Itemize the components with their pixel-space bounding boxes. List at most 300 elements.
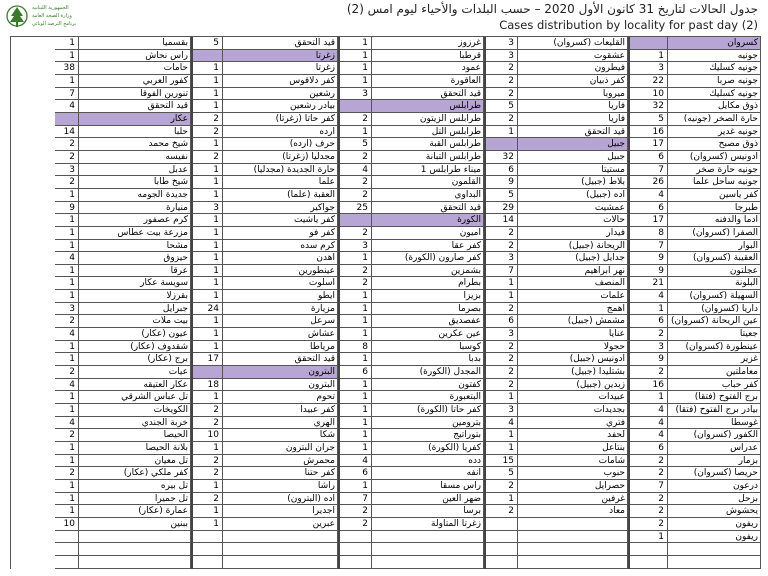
case-count-cell: 2 [630,328,668,341]
case-count-cell: 7 [340,493,372,506]
case-count-cell: 3 [193,202,223,215]
case-count-cell: 1 [486,277,518,290]
case-count-cell: 1 [340,480,372,493]
cedar-emblem-icon [6,3,28,31]
case-count-cell: 10 [55,518,79,531]
locality-cell: زبدين (جبيل) [518,379,628,392]
table-column-group [340,37,486,569]
locality-cell: كفر صارون (الكورة) [372,252,484,265]
case-count-cell: 15 [486,455,518,468]
case-count-cell: 1 [193,88,223,101]
case-count-cell: 8 [340,341,372,354]
locality-cell: حلبا [79,126,191,139]
locality-cell: بيادر برج الفتوح (فتقا) [668,404,761,417]
locality-cell [79,556,191,569]
case-count-cell: 4 [55,100,79,113]
case-count-cell: 2 [486,379,518,392]
case-count-cell: 1 [486,493,518,506]
locality-cell: عنايا [518,328,628,341]
locality-cell: ضهر العين [372,493,484,506]
case-count-cell [193,531,223,544]
locality-cell: شكا [223,429,338,442]
case-count-cell: 1 [340,328,372,341]
locality-cell: نهر ابراهيم [518,265,628,278]
locality-cell: بزيزا [372,290,484,303]
region-header-cell: عكار [79,113,191,126]
case-count-cell: 6 [486,315,518,328]
case-count-cell: 7 [55,88,79,101]
locality-cell: اميون [372,227,484,240]
locality-cell: عكار العتيقه [79,379,191,392]
case-count-cell: 14 [55,126,79,139]
locality-cell: حالات [518,214,628,227]
case-count-cell: 4 [340,455,372,468]
case-count-cell [340,100,372,113]
case-count-cell: 1 [340,417,372,430]
case-count-cell: 1 [486,391,518,404]
case-count-cell: 1 [55,455,79,468]
case-count-cell: 16 [630,126,668,139]
locality-cell: بدبا [372,353,484,366]
case-count-cell: 26 [630,176,668,189]
locality-cell: كفر حاتا (زغرتا) [223,113,338,126]
locality-cell: عيات [79,366,191,379]
locality-cell [372,531,484,544]
case-count-cell: 1 [193,391,223,404]
locality-cell: مشحا [79,240,191,253]
case-count-cell: 2 [486,505,518,518]
locality-cell: غرفين [518,493,628,506]
locality-cell: اده (البترون) [223,493,338,506]
locality-cell: عمشيت [518,202,628,215]
count-column [340,37,372,569]
locality-cell: كفر حباب [668,379,761,392]
locality-cell: مزيارة [223,303,338,316]
case-count-cell: 2 [193,113,223,126]
case-count-cell: 14 [486,214,518,227]
case-count-cell: 2 [340,151,372,164]
locality-cell: طرابلس التل [372,126,484,139]
locality-cell: مشمش (جبيل) [518,315,628,328]
case-count-cell: 9 [486,176,518,189]
case-count-cell: 1 [193,505,223,518]
locality-cell: زغرتا المتاولة [372,518,484,531]
case-count-cell: 1 [55,37,79,50]
case-count-cell: 1 [193,189,223,202]
case-count-cell: 24 [193,303,223,316]
locality-cell: السهيلة (كسروان) [668,290,761,303]
case-count-cell: 1 [193,328,223,341]
locality-cell: طرابلس الزيتون [372,113,484,126]
locality-cell: رشعين [223,88,338,101]
case-count-cell [55,543,79,556]
locality-cell [79,531,191,544]
locality-cell: ذوق مكايل [668,100,761,113]
case-count-cell: 9 [630,265,668,278]
locality-cell: بترومين [372,417,484,430]
case-count-cell: 1 [340,50,372,63]
locality-cell: قيد التحقق [372,88,484,101]
locality-column [79,37,191,569]
locality-cell: كفر ذبيان [518,75,628,88]
case-count-cell: 6 [630,442,668,455]
case-count-cell: 1 [193,290,223,303]
case-count-cell: 1 [193,227,223,240]
locality-column [372,37,484,569]
case-count-cell [55,556,79,569]
locality-cell: جونيه ساحل علما [668,176,761,189]
locality-cell: بطرام [372,277,484,290]
locality-cell: ارده [223,126,338,139]
case-count-cell: 9 [630,353,668,366]
case-count-cell: 1 [340,379,372,392]
case-count-cell: 8 [630,227,668,240]
locality-cell: الصفرا (كسروان) [668,227,761,240]
locality-cell: معاملتين [668,366,761,379]
case-count-cell: 1 [55,50,79,63]
case-count-cell: 1 [193,176,223,189]
locality-cell [518,556,628,569]
locality-cell: بشمزين [372,265,484,278]
case-count-cell: 2 [486,227,518,240]
case-count-cell: 3 [55,303,79,316]
case-count-cell: 1 [340,442,372,455]
locality-cell: تل معيان [79,455,191,468]
locality-cell: حارة الصخر (جونيه) [668,113,761,126]
case-count-cell: 1 [55,480,79,493]
locality-cell: بلاط (جبيل) [518,176,628,189]
locality-cell [372,556,484,569]
case-count-cell [193,543,223,556]
case-count-cell: 2 [486,341,518,354]
case-count-cell: 1 [340,252,372,265]
page-title-english: Cases distribution by locality for past day (2) [499,18,758,32]
case-count-cell: 1 [630,531,668,544]
cases-table [10,36,761,569]
case-count-cell: 1 [486,126,518,139]
case-count-cell: 4 [630,404,668,417]
locality-cell: كفر فو [223,227,338,240]
locality-cell: قيد التحقق [79,100,191,113]
locality-cell: جبرايل [79,303,191,316]
case-count-cell: 1 [630,303,668,316]
locality-cell: جونيه كسليك [668,88,761,101]
locality-cell: جديدة الجومه [79,189,191,202]
count-column [193,37,223,569]
locality-cell [518,518,628,531]
case-count-cell: 10 [193,429,223,442]
locality-cell: جونيه غدير [668,126,761,139]
case-count-cell: 1 [193,75,223,88]
table-column-group [630,37,761,569]
case-count-cell [630,556,668,569]
locality-cell: الكفور (كسروان) [668,429,761,442]
case-count-cell: 1 [340,62,372,75]
locality-cell: بيت ملات [79,315,191,328]
ministry-logo [6,2,92,34]
locality-cell: سويسة عكار [79,277,191,290]
case-count-cell: 2 [193,404,223,417]
locality-cell: بيادر رشعين [223,100,338,113]
locality-cell: العقيبة (كسروان) [668,252,761,265]
case-count-cell: 1 [55,404,79,417]
case-count-cell: 3 [486,50,518,63]
case-count-cell [486,531,518,544]
locality-cell [372,543,484,556]
case-count-cell: 2 [55,151,79,164]
case-count-cell: 3 [55,164,79,177]
locality-cell: البداوي [372,189,484,202]
case-count-cell: 1 [193,480,223,493]
locality-cell: الهري [223,417,338,430]
case-count-cell: 21 [630,277,668,290]
case-count-cell: 3 [486,37,518,50]
locality-cell [518,543,628,556]
case-count-cell: 1 [55,265,79,278]
locality-cell: فتري [518,417,628,430]
case-count-cell: 1 [486,442,518,455]
locality-cell: بشتليدا (جبيل) [518,366,628,379]
locality-cell: كفر ياشيت [223,214,338,227]
locality-cell: حامات [79,62,191,75]
locality-cell: الكويخات [79,404,191,417]
locality-cell: الحيصا [79,429,191,442]
locality-cell: حرف (ارده) [223,138,338,151]
locality-cell: راس مسقا [372,480,484,493]
case-count-cell [630,543,668,556]
case-count-cell: 1 [193,240,223,253]
locality-cell: مرياطا [223,341,338,354]
case-count-cell: 6 [340,366,372,379]
case-count-cell: 1 [55,505,79,518]
case-count-cell: 4 [340,164,372,177]
case-count-cell: 4 [55,328,79,341]
locality-cell: عمود [372,62,484,75]
case-count-cell: 1 [193,214,223,227]
locality-cell: درعون [668,480,761,493]
case-count-cell: 2 [630,505,668,518]
case-count-cell: 2 [340,518,372,531]
case-count-cell: 7 [630,240,668,253]
locality-cell: القليعات (كسروان) [518,37,628,50]
case-count-cell: 1 [630,391,668,404]
case-count-cell: 9 [630,252,668,265]
locality-cell: قيد التحقق [372,202,484,215]
case-count-cell: 5 [340,138,372,151]
case-count-cell: 2 [55,366,79,379]
case-count-cell: 2 [340,505,372,518]
case-count-cell: 4 [630,189,668,202]
table-column-group [486,37,630,569]
case-count-cell: 1 [193,265,223,278]
locality-cell: ميناء طرابلس 1 [372,164,484,177]
locality-cell: عشقوت [518,50,628,63]
case-count-cell: 2 [486,88,518,101]
locality-cell: البوار [668,240,761,253]
locality-cell: كفور العربي [79,75,191,88]
locality-cell: عرقا [79,265,191,278]
count-column [486,37,518,569]
locality-cell: كرم عصفور [79,214,191,227]
locality-cell: حيزوق [79,252,191,265]
locality-cell: كفر دلاقوس [223,75,338,88]
case-count-cell: 1 [340,126,372,139]
locality-cell: جونيه حارة صخر [668,164,761,177]
count-column [630,37,668,569]
locality-cell: غرزوز [372,37,484,50]
locality-cell: قرطبا [372,50,484,63]
logo-text-line-3: برنامج الترصد الوبائي [32,21,77,27]
locality-cell: كفر ياسين [668,189,761,202]
locality-cell: كفر حتنا [223,467,338,480]
locality-cell: ببنين [79,518,191,531]
case-count-cell: 1 [55,214,79,227]
locality-cell: عبرين [223,518,338,531]
case-count-cell: 17 [193,353,223,366]
locality-cell: تحوم [223,391,338,404]
locality-cell: خربة الجندي [79,417,191,430]
case-count-cell: 7 [630,164,668,177]
locality-cell: برسا [372,505,484,518]
case-count-cell: 22 [630,75,668,88]
case-count-cell [486,556,518,569]
locality-cell: العاقورة [372,75,484,88]
locality-cell: مجدليا (زغرتا) [223,151,338,164]
locality-cell: البترون [223,379,338,392]
case-count-cell: 7 [630,480,668,493]
region-header-cell: طرابلس [372,100,484,113]
locality-cell: برج الفتوح (فتقا) [668,391,761,404]
locality-cell: شامات [518,455,628,468]
case-count-cell [486,543,518,556]
case-count-cell: 17 [630,138,668,151]
case-count-cell: 6 [630,202,668,215]
case-count-cell [340,543,372,556]
case-count-cell: 10 [630,88,668,101]
case-count-cell: 1 [55,391,79,404]
locality-cell: بزحل [668,493,761,506]
case-count-cell: 1 [193,138,223,151]
case-count-cell: 4 [486,417,518,430]
case-count-cell [486,138,518,151]
locality-cell: قيد التحقق [223,353,338,366]
locality-cell: ريفون [668,531,761,544]
locality-cell: ذوق مصبح [668,138,761,151]
locality-cell: نفيسه [79,151,191,164]
case-count-cell: 1 [340,75,372,88]
case-count-cell: 1 [193,164,223,177]
locality-cell: الريحانة (جبيل) [518,240,628,253]
locality-column [518,37,628,569]
locality-cell: جران البترون [223,442,338,455]
case-count-cell: 2 [340,265,372,278]
case-count-cell: 2 [486,366,518,379]
case-count-cell: 1 [340,303,372,316]
locality-cell: محمرش [223,455,338,468]
case-count-cell: 17 [630,214,668,227]
case-count-cell: 1 [55,493,79,506]
locality-cell [668,543,761,556]
locality-cell: كوسبا [372,341,484,354]
locality-cell: انفه [372,467,484,480]
locality-cell: تنورين الفوقا [79,88,191,101]
case-count-cell: 4 [630,417,668,430]
case-count-cell: 1 [193,518,223,531]
locality-cell [223,556,338,569]
locality-cell: زغرتا [223,62,338,75]
case-count-cell: 1 [193,252,223,265]
locality-cell: كفتون [372,379,484,392]
case-count-cell: 1 [193,100,223,113]
locality-cell: عمارة (عكار) [79,505,191,518]
table-column-group [55,37,193,569]
case-count-cell: 2 [193,151,223,164]
case-count-cell: 2 [193,417,223,430]
locality-cell: فيدار [518,227,628,240]
locality-cell: غوسطا [668,417,761,430]
case-count-cell: 38 [55,62,79,75]
case-count-cell: 3 [340,240,372,253]
case-count-cell: 32 [486,151,518,164]
locality-cell: كرم سده [223,240,338,253]
case-count-cell: 1 [486,290,518,303]
locality-cell: عينطورين [223,265,338,278]
locality-cell: بصرما [372,303,484,316]
locality-cell: كفر حاتا (الكورة) [372,404,484,417]
region-header-cell: البترون [223,366,338,379]
locality-cell: ميروبا [518,88,628,101]
locality-column [668,37,761,569]
locality-cell: شقدوف (عكار) [79,341,191,354]
locality-cell [79,543,191,556]
case-count-cell [55,531,79,544]
locality-cell: حجولا [518,341,628,354]
case-count-cell: 2 [486,303,518,316]
locality-cell: اهمج [518,303,628,316]
locality-cell: كفريا (الكورة) [372,442,484,455]
locality-cell: كفر عقا [372,240,484,253]
locality-cell: فيطرون [518,62,628,75]
table-column-group [193,37,340,569]
case-count-cell: 2 [630,493,668,506]
locality-cell: ايطو [223,290,338,303]
case-count-cell: 2 [55,429,79,442]
case-count-cell: 1 [340,315,372,328]
case-count-cell: 2 [630,366,668,379]
locality-cell [668,556,761,569]
locality-cell: قيد التحقق [518,126,628,139]
locality-cell: جونيه [668,50,761,63]
locality-cell [223,543,338,556]
locality-cell: راس نحاش [79,50,191,63]
case-count-cell: 1 [55,227,79,240]
region-header-cell: كسروان [668,37,761,50]
case-count-cell: 4 [630,429,668,442]
locality-cell: لحفد [518,429,628,442]
logo-text-line-1: الجمهورية اللبنانية [32,5,69,11]
locality-cell: جونيه صربا [668,75,761,88]
locality-cell: العقبة (علما) [223,189,338,202]
locality-cell: حبوب [518,467,628,480]
case-count-cell: 1 [55,353,79,366]
region-header-cell: زغرتا [223,50,338,63]
case-count-cell: 1 [193,341,223,354]
locality-column [223,37,338,569]
locality-cell: اهدن [223,252,338,265]
locality-cell: بلانة الحيصا [79,442,191,455]
case-count-cell: 1 [193,315,223,328]
locality-cell: عفصديق [372,315,484,328]
